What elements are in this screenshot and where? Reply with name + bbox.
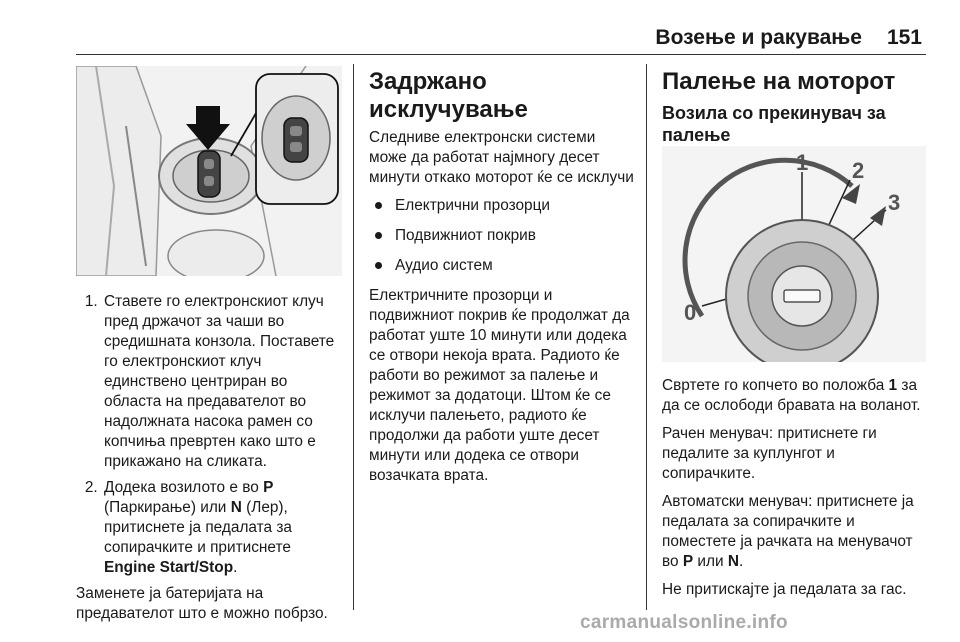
engine-start-stop-label: Engine Start/Stop xyxy=(104,559,234,576)
page-header-title: Возење и ракување xyxy=(655,26,862,49)
retained-systems-list xyxy=(369,196,635,276)
ignition-switch-subheading: Возила со прекинувач за палење xyxy=(662,103,886,145)
position-1: 1 xyxy=(888,377,898,394)
retained-power-heading: Задржано исклучување xyxy=(369,68,528,123)
ignition-step-text xyxy=(662,376,928,416)
retained-power-body: Електричните прозорци и подвижниот покрив ќе продолжат да работат уште 10 минути или додека се отвори некоја врата. Радиото ќе работи во режимот за палење и режимот за додатоци. Штом ќе се исклучи палењето, радиото ќе продолжи да работи уште десет минути или додека се отвори возачката врата. xyxy=(369,287,630,484)
list-item: Електрични прозорци xyxy=(369,196,635,216)
step-2 xyxy=(102,478,342,578)
list-item: Подвижниот покрив xyxy=(369,226,635,246)
header-rule xyxy=(76,54,926,55)
engine-start-heading: Палење на моторот xyxy=(662,68,896,95)
ignition-dial-illustration xyxy=(662,146,926,362)
manual-transmission-text: Рачен менувач: притиснете ги педалите за куплунгот и сопирачките. xyxy=(662,425,877,482)
automatic-transmission-text xyxy=(662,492,928,572)
step-2-text: (Паркирање) или xyxy=(104,499,231,516)
dial-label-1: 1 xyxy=(796,150,809,175)
dial-label-2: 2 xyxy=(852,158,865,183)
dial-label-3: 3 xyxy=(888,190,901,215)
middle-column xyxy=(369,68,635,494)
gear-n: N xyxy=(230,499,242,516)
key-console-illustration xyxy=(76,66,342,276)
page-number: 151 xyxy=(886,26,922,49)
text-run: за да се ослободи бравата на воланот. xyxy=(662,377,921,414)
text-run: . xyxy=(738,553,744,570)
text-run: Автоматски менувач: притиснете ја педалата за сопирачките и поместете ја рачката на менувачот во xyxy=(662,493,914,570)
text-run: Свртете го копчето во положба xyxy=(662,377,889,394)
watermark: carmanualsonline.info xyxy=(580,612,788,633)
step-2-text: . xyxy=(233,559,238,576)
battery-note: Заменете ја батеријата на предавателот што е можно побрзо. xyxy=(76,585,328,622)
gear-p: P xyxy=(682,553,694,570)
instruction-steps xyxy=(76,292,342,578)
list-item: Аудио систем xyxy=(369,256,635,276)
column-divider-right xyxy=(646,64,647,610)
gear-p: P xyxy=(263,479,274,496)
step-2-text: Додека возилото е во xyxy=(104,479,264,496)
text-run: или xyxy=(693,553,728,570)
step-2-text: (Лер), притиснете ја педалата за сопирачките и притиснете xyxy=(104,499,292,556)
right-column xyxy=(662,68,928,146)
gear-n: N xyxy=(727,553,739,570)
retained-power-intro: Следниве електронски системи може да работат најмногу десет минути откако моторот ќе се исклучи xyxy=(369,129,634,186)
left-column xyxy=(76,292,342,632)
dial-label-0: 0 xyxy=(684,300,697,325)
column-divider-left xyxy=(353,64,354,610)
step-1: 1. Ставете го електронскиот клуч пред држачот за чаши во средишната конзола. Поставете го електронскиот клуч единствено центриран во областа на предавателот во надолжната насока рамен со копчиња превртен како што е прикажано на сликата. xyxy=(102,292,342,472)
accelerator-warning: Не притискајте ја педалата за гас. xyxy=(662,581,907,598)
right-column-text xyxy=(662,376,928,608)
